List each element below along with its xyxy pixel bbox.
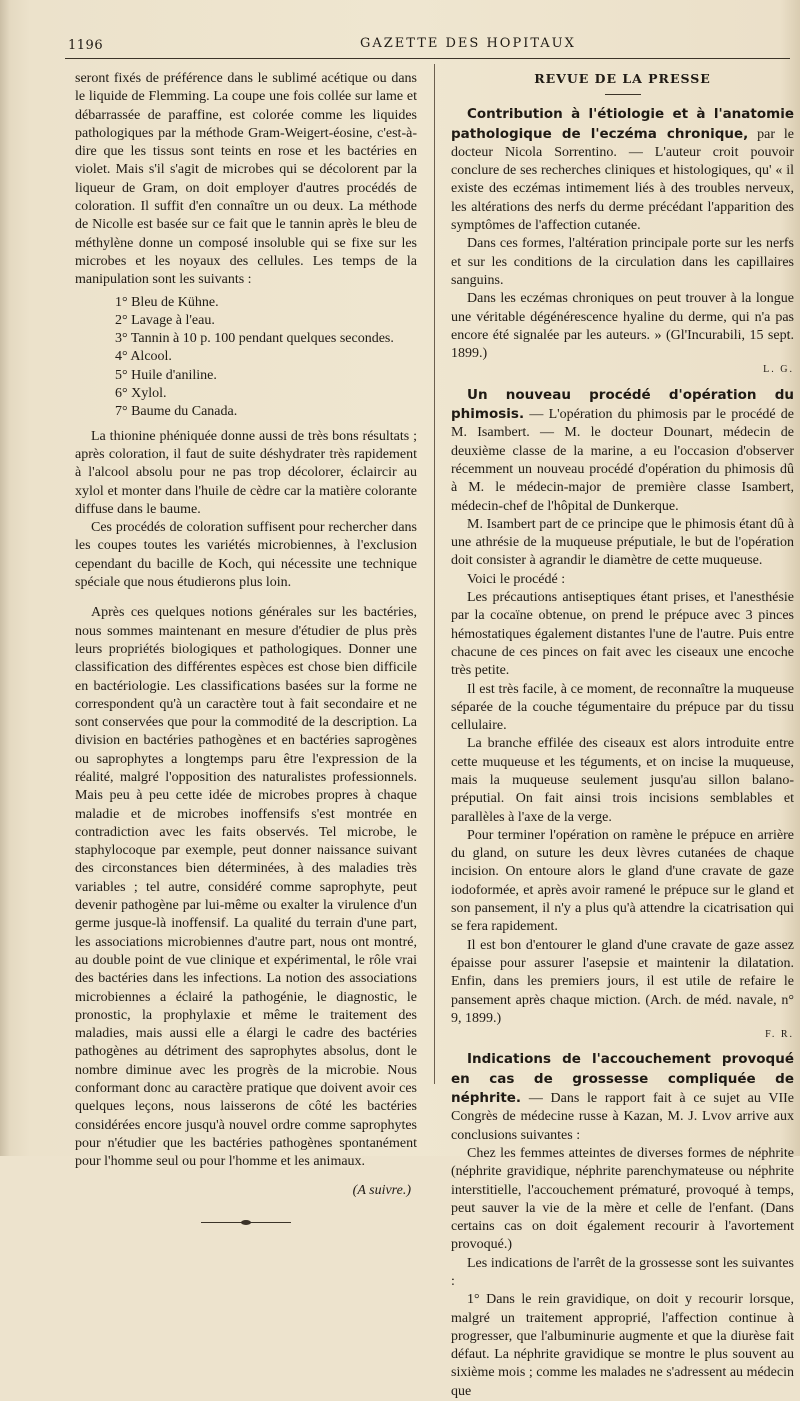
page-header: [60, 34, 795, 60]
to-be-continued: (A suivre.): [352, 1182, 411, 1198]
list-item: 2° Lavage à l'eau.: [115, 312, 215, 328]
nephritis-paragraph-3: Les indications de l'arrêt de la grossesse sont les suivantes :: [451, 1255, 794, 1289]
eczema-lead: [451, 105, 794, 235]
eczema-article: [451, 105, 794, 379]
column-divider: [434, 64, 435, 1084]
eczema-paragraph-3: Dans les eczémas chroniques on peut trouver à la longue une véritable dégénérescence hyaline du derme, qui n'a pas encore été signalée par les auteurs. » (Gl'Incurabili, 15 sept. 1899.): [451, 291, 794, 362]
eczema-signoff: L. G.: [763, 364, 794, 376]
right-column: [451, 70, 794, 1401]
phimosis-paragraph-3: Voici le procédé :: [467, 571, 566, 587]
phimosis-article: [451, 386, 794, 1045]
list-item: 7° Baume du Canada.: [115, 404, 238, 420]
eczema-paragraph-2: Dans ces formes, l'altération principale porte sur les nerfs et sur les conditions de la circulation dans les capillaires sanguins.: [451, 236, 794, 288]
running-title: GAZETTE DES HOPITAUX: [360, 36, 576, 51]
list-item: 6° Xylol.: [115, 386, 167, 402]
phimosis-paragraph-5: Il est très facile, à ce moment, de reconnaître la muqueuse séparée de la couche tégumentaire du prépuce par du tissu cellulaire.: [451, 681, 794, 734]
list-item: 4° Alcool.: [115, 349, 172, 365]
phimosis-paragraph-4: Les précautions antiseptiques étant prises, et l'anesthésie par la cocaïne obtenue, on prend le prépuce avec 3 pinces hémostatiques également distantes l'une de l'autre. Puis entre chacune de ces pinces on fait avec les ciseaux une encoche très petite.: [451, 590, 794, 679]
phimosis-paragraph-1: — L'opération du phimosis par le procédé de M. Isambert. — M. le docteur Dounart, médecin de deuxième classe de la marine, a eu l'occasion d'observer récemment un nouveau procédé d'opération du phimosis dû à M. le médecin-major de première classe Isambert, médecin-chef de l'hôpital de Dunkerque.: [451, 407, 795, 514]
section-title: REVUE DE LA PRESSE: [534, 71, 711, 86]
phimosis-paragraph-8: Il est bon d'entourer le gland d'une cravate de gaze assez épaisse pour assurer l'asepsie et maintenir la dilatation. Enfin, dans les premiers jours, il est utile de refaire le pansement après chaque miction. (Arch. de méd. navale, n° 9, 1899.): [451, 937, 794, 1026]
phimosis-signoff: F. R.: [765, 1029, 794, 1041]
section-rule: [605, 94, 641, 95]
paragraph-gap: [75, 592, 417, 604]
list-item: 3° Tannin à 10 p. 100 pendant quelques secondes.: [115, 331, 394, 347]
intro-paragraph: seront fixés de préférence dans le sublimé acétique ou dans le liquide de Flemming. La coupe une fois collée sur lame et débarrassée de paraffine, est colorée comme les liquides pathologiques par la méthode Gram-Weigert-éosine, c'est-à-dire que les tissus sont teints en rose et les bactéries en violet. Mais s'il s'agit de microbes qui se décolorent par la liqueur de Gram, on doit employer d'autres procédés de coloration. Il suffit d'en connaître un ou deux. La méthode de Nicolle est basée sur ce fait que le tannin après le bleu de méthylène donne un composé insoluble qui se fixe sur les microbes et les noyaux des cellules. Les temps de la manipulation sont les suivants :: [75, 71, 417, 288]
nephritis-article: [451, 1050, 794, 1401]
nephritis-paragraph-1: — Dans le rapport fait à ce sujet au VIIe Congrès de médecine russe à Kazan, M. J. Lvov arrive aux conclusions suivantes :: [451, 1091, 795, 1143]
nephritis-paragraph-4: 1° Dans le rein gravidique, on doit y recourir lorsque, malgré un traitement approprié, l'affection continue à progresser, que l'albuminurie augmente et que la diurèse fait défaut. La néphrite gravidique se montre le plus souvent au sixième mois ; comme les malades ne s'adressent au médecin que: [451, 1292, 794, 1399]
phimosis-paragraph-6: La branche effilée des ciseaux est alors introduite entre cette muqueuse et les téguments, et on incise la muqueuse, mais la muqueuse seulement jusqu'au sillon balano-préputial. On fait ainsi trois incisions semblables et parallèles à l'axe de la verge.: [451, 736, 794, 825]
procedures-paragraph: Ces procédés de coloration suffisent pour rechercher dans les coupes toutes les variétés microbiennes, à l'exclusion cependant du bacille de Koch, qui nécessite une technique spéciale que nous étudierons plus loin.: [75, 520, 417, 591]
nephritis-lead: [451, 1050, 794, 1144]
nephritis-title: Indications de l'accouchement provoqué en cas de grossesse compliquée de néphrite.: [451, 1051, 794, 1107]
eczema-paragraph-1: par le docteur Nicola Sorrentino. — L'auteur croit pouvoir conclure de ses recherches cliniques et histologiques, qu' « il existe des eczémas intimement liés à des troubles nerveux, les altérations des nerfs du derme précédant l'apparition des symptômes de l'affection cutanée.: [451, 126, 795, 234]
phimosis-paragraph-7: Pour terminer l'opération on ramène le prépuce en arrière du gland, on suture les deux lèvres cutanées de chaque incision. On entoure alors le gland d'une cravate de gaze iodoformée, et après avoir ramené le prépuce sur le gland et son pansement, il n'y a plus qu'à attendre la cicatrisation qui se fera rapidement.: [451, 827, 794, 935]
left-column: [75, 70, 417, 1223]
staining-steps-list: [75, 294, 417, 422]
list-item: 1° Bleu de Kühne.: [115, 294, 219, 310]
phimosis-title: Un nouveau procédé d'opération du phimosis.: [451, 386, 794, 423]
list-item: 5° Huile d'aniline.: [115, 367, 217, 383]
end-ornament: [201, 1222, 291, 1223]
page-number: 1196: [68, 38, 104, 53]
thionine-paragraph: La thionine phéniquée donne aussi de très bons résultats ; après coloration, il faut de suite déshydrater très rapidement à l'alcool absolu pour ne pas trop décolorer, éclaircir au xylol et monter dans l'huile de cèdre car la matière colorante diffuse dans le baume.: [75, 428, 417, 517]
classification-paragraph: Après ces quelques notions générales sur les bactéries, nous sommes maintenant en mesure d'étudier de plus près leurs propriétés biologiques et pathologiques. Donner une classification des différentes espèces est chose bien difficile en bactériologie. Les classifications basées sur la forme ne correspondent qu'à un caractère tout à fait secondaire et ne sont conservées que pour la commodité de la description. La division en bactéries pathogènes et en bactéries saprogènes ou saprophytes a longtemps paru être l'expression de la réalité, malgré l'opposition des naturalistes professionnels. Mais peu à peu cette idée de microbes propres à chaque maladie et de microbes inoffensifs s'est montrée en contradiction avec les faits observés. Tel microbe, le staphylocoque par exemple, peut donner naissance suivant des circonstances bien déterminées, à des maladies très variables ; tel autre, considéré comme saprophyte, peut devenir pathogène par lui-même ou exalter la virulence d'un germe jusque-là inoffensif. La qualité du terrain d'une part, les associations microbiennes d'autre part, nous ont montré, au double point de vue clinique et expérimental, le rôle vrai des bactéries dans les infections. La notion des associations microbiennes a éclairé la pathogénie, le diagnostic, le pronostic, la prophylaxie et même le traitement des maladies, mais aussi elle a élargi le cadre des bactéries pathogènes au détriment des saprophytes absolus, dont le nombre diminue avec les progrès de la microbie. Nous conformant donc au caractère pratique que doivent avoir ces quelques leçons, nous laisserons de côté les bactéries considérées encore jusqu'à nouvel ordre comme saprophytes pour n'étudier que les bactéries pathogènes spontanément pour l'homme seul ou pour l'homme et les animaux.: [75, 605, 417, 1170]
nephritis-paragraph-2: Chez les femmes atteintes de diverses formes de néphrite (néphrite gravidique, néphrite parenchymateuse ou néphrite interstitielle, l'accouchement prématuré, provoqué à temps, peut sauver la vie de la mère et celle de l'enfant. (Dans certains cas on doit également recourir à l'avortement provoqué.): [451, 1145, 794, 1253]
phimosis-paragraph-2: M. Isambert part de ce principe que le phimosis étant dû à une athrésie de la muqueuse préputiale, le but de l'opération doit consister à agrandir le diamètre de cette muqueuse.: [451, 516, 794, 569]
phimosis-lead: [451, 386, 794, 516]
eczema-title: Contribution à l'étiologie et à l'anatomie pathologique de l'eczéma chronique,: [451, 106, 794, 142]
header-rule: [65, 58, 790, 59]
